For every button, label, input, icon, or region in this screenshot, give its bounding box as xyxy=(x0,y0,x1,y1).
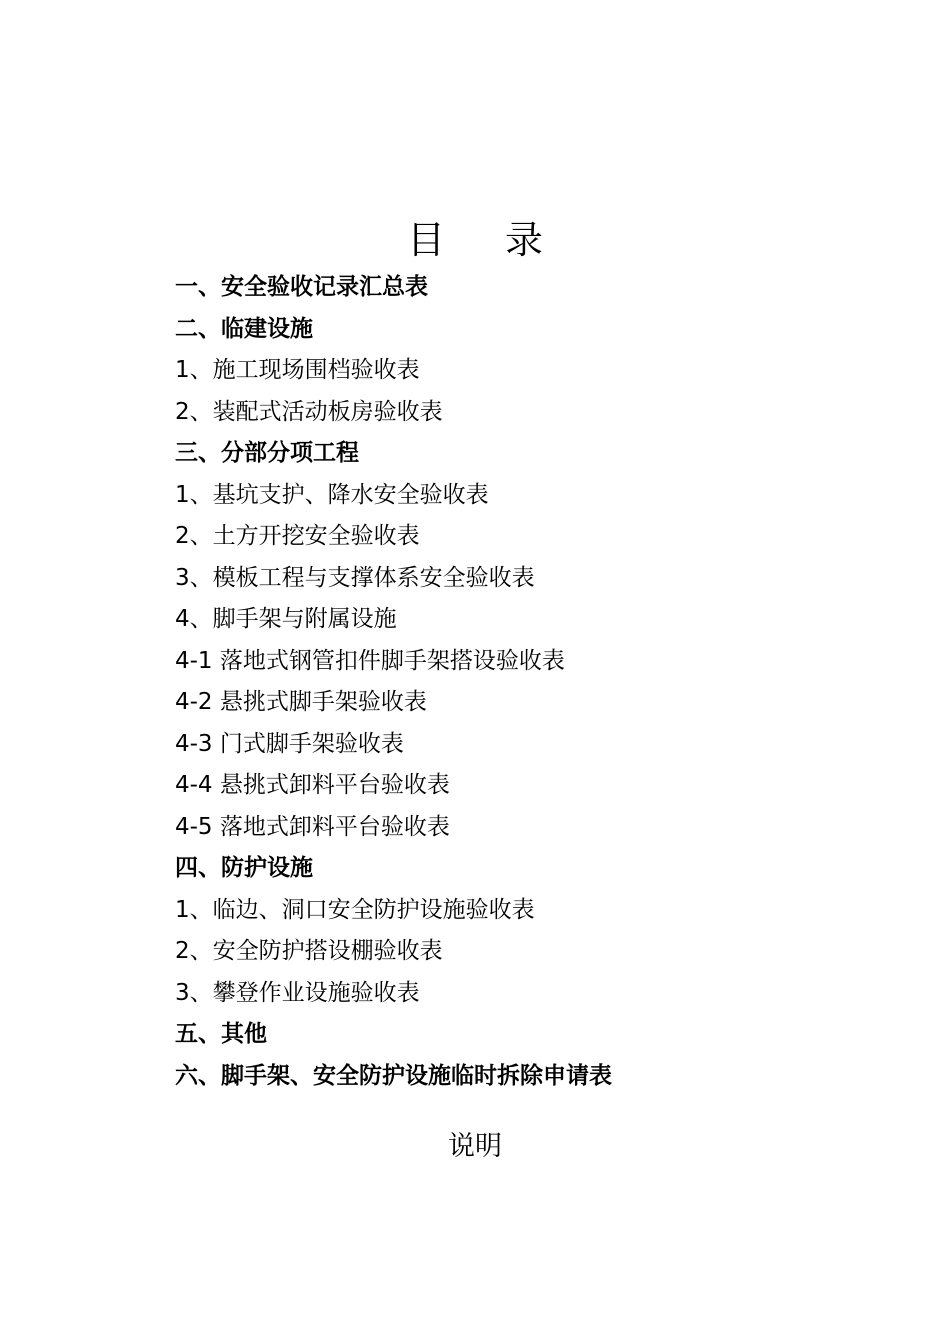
toc-entry: 3、攀登作业设施验收表 xyxy=(175,979,420,1006)
toc-entry: 1、基坑支护、降水安全验收表 xyxy=(175,481,489,508)
toc-entry: 4-5 落地式卸料平台验收表 xyxy=(175,813,450,840)
toc-section-heading: 六、脚手架、安全防护设施临时拆除申请表 xyxy=(175,1062,612,1089)
toc-entry: 2、安全防护搭设棚验收表 xyxy=(175,938,443,964)
toc-entry: 1、施工现场围档验收表 xyxy=(175,357,420,383)
toc-list xyxy=(175,267,875,1097)
toc-entry: 2、土方开挖安全验收表 xyxy=(175,523,420,549)
toc-section-heading: 四、防护设施 xyxy=(175,855,313,881)
toc-entry: 4-1 落地式钢管扣件脚手架搭设验收表 xyxy=(175,647,565,674)
toc-section-heading: 二、临建设施 xyxy=(175,315,313,342)
toc-entry: 3、模板工程与支撑体系安全验收表 xyxy=(175,564,535,591)
toc-entry: 1、临边、洞口安全防护设施验收表 xyxy=(175,896,535,923)
toc-entry: 4、脚手架与附属设施 xyxy=(175,606,397,632)
note-heading: 说明 xyxy=(448,1131,502,1162)
toc-section-heading: 五、其他 xyxy=(175,1021,267,1047)
toc-title: 目 录 xyxy=(406,218,568,263)
toc-entry: 4-4 悬挑式卸料平台验收表 xyxy=(175,772,450,798)
toc-section-heading: 三、分部分项工程 xyxy=(175,440,359,466)
toc-entry: 4-2 悬挑式脚手架验收表 xyxy=(175,689,427,715)
toc-section-heading: 一、安全验收记录汇总表 xyxy=(175,274,428,300)
toc-entry: 4-3 门式脚手架验收表 xyxy=(175,730,404,757)
toc-entry: 2、装配式活动板房验收表 xyxy=(175,398,443,425)
